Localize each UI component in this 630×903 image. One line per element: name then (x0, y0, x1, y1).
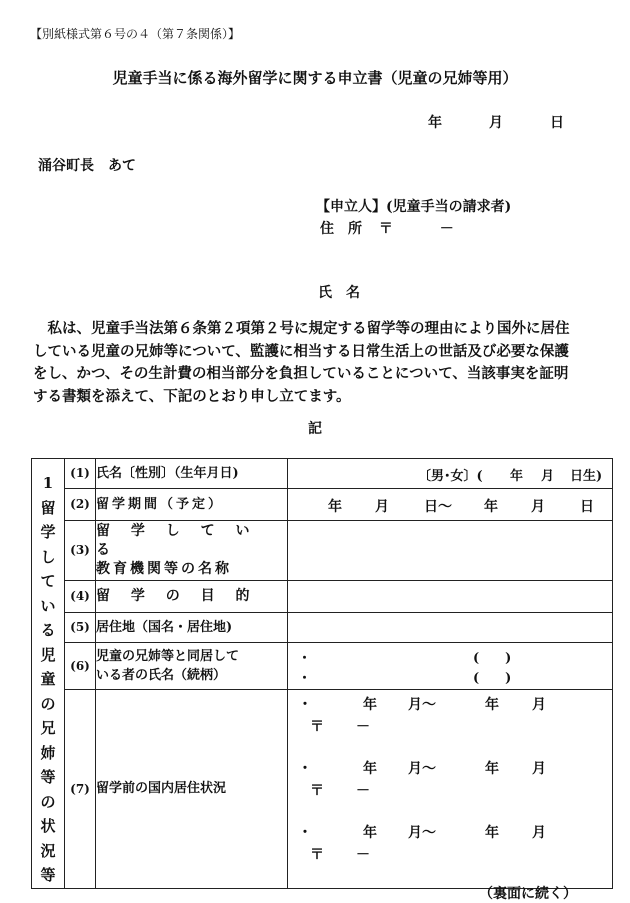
section-title-char: 兄 (40, 719, 56, 737)
document-title: 児童手当に係る海外留学に関する申立書（児童の兄姉等用） (112, 69, 518, 87)
date-day-label: 日 (550, 115, 564, 131)
from-year: 年 (363, 697, 377, 714)
section-title-char: る (40, 621, 56, 639)
period-end-year: 年 (484, 498, 498, 515)
section-title-char: 等 (40, 866, 56, 884)
from-month: 月～ (408, 761, 436, 778)
label-line: 教育機関等の名称 (96, 560, 232, 577)
address-field (320, 218, 454, 238)
from-month: 月～ (408, 825, 436, 842)
row-number: (4) (65, 580, 96, 612)
to-year: 年 (485, 697, 499, 714)
row-number: (5) (65, 612, 96, 642)
date-month-label: 月 (489, 115, 503, 131)
row-number: (3) (65, 520, 96, 580)
status-table (31, 458, 613, 889)
period-start-month: 月 (375, 498, 389, 515)
row-label-residence: 居住地（国名・居住地) (96, 612, 288, 642)
bullet: ・ (298, 761, 312, 778)
prior-residence-entry (288, 758, 613, 808)
to-year: 年 (485, 825, 499, 842)
section-title-char: 童 (40, 670, 56, 688)
name-label: 氏 名 (318, 285, 360, 301)
table-row (32, 520, 613, 580)
relation-paren: ( ) (473, 650, 512, 666)
bullet: ・ (298, 825, 312, 842)
cohabitant-value-cell[interactable] (288, 642, 613, 689)
section-title-char: 学 (40, 523, 56, 541)
period-start-day: 日～ (424, 498, 452, 515)
section-title-char: い (40, 596, 56, 615)
date-year-label: 年 (428, 115, 442, 131)
section-number: 1 (42, 474, 54, 492)
declaration-line: をし、かつ、その生計費の相当部分を負担していることについて、当該事実を証明 (33, 365, 569, 382)
row-number: (7) (65, 690, 96, 888)
bullet: ・ (298, 697, 312, 714)
section-title-char: て (40, 572, 56, 590)
applicant-heading: 【申立人】(児童手当の請求者) (316, 199, 512, 215)
bullet: ・ (298, 670, 312, 686)
table-row (32, 612, 613, 642)
row-number: (6) (65, 642, 96, 689)
prior-residence-entry (288, 822, 613, 872)
from-year: 年 (363, 825, 377, 842)
relation-paren: ( ) (473, 670, 512, 686)
to-month: 月 (532, 761, 546, 778)
section-title-char: の (40, 792, 56, 811)
purpose-value-cell[interactable] (288, 580, 613, 612)
postal-mark: 〒 (310, 719, 324, 736)
birth-month-label: 月 (541, 469, 555, 484)
from-month: 月～ (408, 697, 436, 714)
section-title-char: 状 (40, 817, 56, 835)
row-label-period: 留学期間（予定） (96, 488, 288, 520)
address-label: 住 所 (320, 221, 362, 237)
postal-dash: － (439, 221, 454, 237)
section-title-char: 児 (40, 645, 56, 664)
institution-value-cell[interactable] (288, 520, 613, 580)
birth-day-label: 日生) (570, 469, 603, 484)
addressee: 涌谷町長 あて (38, 158, 136, 174)
table-row (32, 642, 613, 689)
declaration-text (33, 318, 615, 408)
row-label-name: 氏名〔性別〕（生年月日) (96, 459, 288, 489)
label-line: いる者の氏名（続柄） (96, 667, 227, 683)
period-start-year: 年 (328, 498, 342, 515)
table-row (32, 459, 613, 489)
section-title-char: 留 (40, 498, 56, 517)
from-year: 年 (363, 761, 377, 778)
row-label-prior-residence: 留学前の国内居住状況 (96, 690, 288, 888)
cohabitant-entry (288, 644, 612, 666)
to-month: 月 (532, 825, 546, 842)
residence-value-cell[interactable] (288, 612, 613, 642)
continued-note: （裏面に続く） (479, 886, 577, 902)
section-cell (32, 459, 65, 889)
row-number: (1) (65, 459, 96, 489)
postal-mark: 〒 (378, 221, 393, 237)
section-title-char: 等 (40, 768, 56, 786)
postal-dash: － (356, 719, 370, 736)
row-label-institution (96, 520, 288, 580)
section-title-char: し (40, 547, 56, 566)
prior-residence-entry (288, 694, 613, 744)
bullet: ・ (298, 650, 312, 666)
section-vertical-title (32, 459, 64, 888)
label-line: 留 学 し て い る (96, 522, 258, 558)
to-month: 月 (532, 697, 546, 714)
postal-mark: 〒 (310, 847, 324, 864)
prior-residence-value-cell[interactable] (288, 690, 613, 888)
form-id: 【別紙様式第６号の４（第７条関係）】 (30, 27, 241, 41)
birth-year-label: 年 (510, 469, 524, 484)
postal-dash: － (356, 783, 370, 800)
declaration-line: する書類を添えて、下記のとおり申し立てます。 (33, 387, 351, 405)
period-end-day: 日 (580, 498, 594, 515)
to-year: 年 (485, 761, 499, 778)
table-row (32, 580, 613, 612)
section-title-char: 況 (40, 841, 56, 860)
declaration-line: 私は、児童手当法第６条第２項第２号に規定する留学等の理由により国外に居住 (33, 320, 570, 337)
period-end-month: 月 (531, 498, 545, 515)
table-row (32, 690, 613, 888)
postal-dash: － (356, 847, 370, 864)
row-label-cohabitant (96, 642, 288, 689)
table-row (32, 488, 613, 520)
name-value-cell[interactable] (288, 459, 613, 489)
cohabitant-entry (288, 666, 612, 688)
section-title-char: の (40, 694, 56, 713)
row-label-purpose: 留 学 の 目 的 (96, 580, 288, 612)
declaration-line: している児童の兄姉等について、監護に相当する日常生活上の世話及び必要な保護 (33, 342, 569, 360)
label-line: 児童の兄姉等と同居して (96, 648, 240, 664)
postal-mark: 〒 (310, 783, 324, 800)
gender-choice: 〔男･女〕( (418, 469, 483, 484)
ki-heading: 記 (308, 421, 322, 437)
period-value-cell[interactable] (288, 488, 613, 520)
section-title-char: 姉 (40, 743, 56, 762)
row-number: (2) (65, 488, 96, 520)
